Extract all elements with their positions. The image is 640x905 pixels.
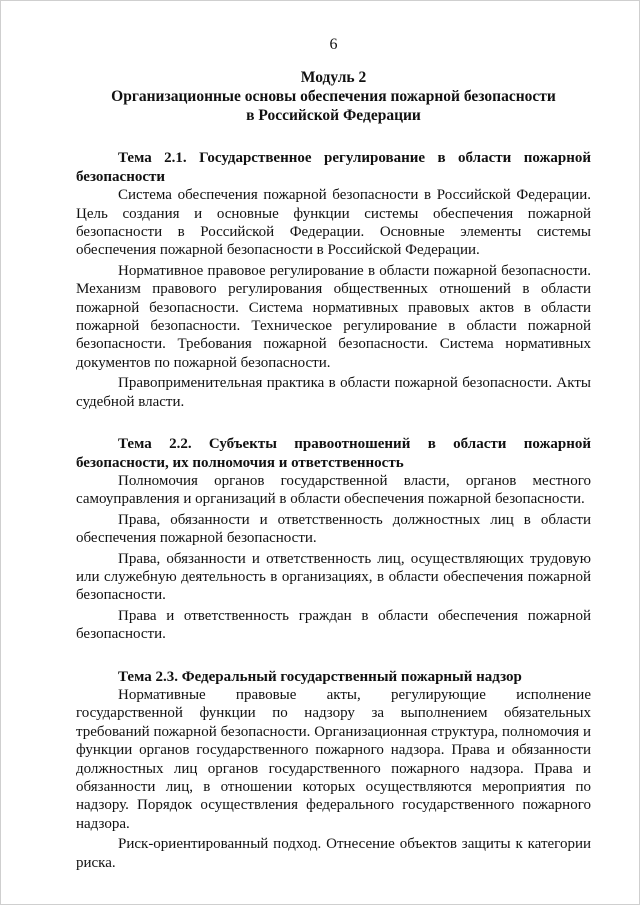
paragraph: Права и ответственность граждан в области обеспечения пожарной безопасности. xyxy=(76,607,591,643)
paragraph: Нормативные правовые акты, регулирующие исполнение государственной функции по надзору за выполнением обязательных требований пожарной безопасности. Организационная структура, полномочия и функции органов государственного пожарного надзора. Права и обязанности должностных лиц органов государственного пожарного надзора. Права и обязанности лиц, в отношении которых осуществляются мероприятия по надзору. Порядок осуществления федерального государственного пожарного надзора. xyxy=(76,686,591,832)
topic-heading: Тема 2.3. Федеральный государственный пожарный надзор xyxy=(118,668,522,685)
paragraph: Система обеспечения пожарной безопасности в Российской Федерации. Цель создания и основные функции системы обеспечения пожарной безопасности в Российской Федерации. Основные элементы системы обеспечения пожарной безопасности в Российской Федерации. xyxy=(76,187,591,259)
paragraph: Права, обязанности и ответственность должностных лиц в области обеспечения пожарной безопасности. xyxy=(76,511,591,547)
topic-2-1 xyxy=(76,149,591,411)
paragraph: Правоприменительная практика в области пожарной безопасности. Акты судебной власти. xyxy=(76,375,591,410)
module-label: Модуль 2 xyxy=(300,69,367,87)
paragraph: Права, обязанности и ответственность лиц, осуществляющих трудовую или служебную деятельность в организациях, в области обеспечения пожарной безопасности. xyxy=(76,550,591,604)
page-number: 6 xyxy=(329,36,338,53)
module-title-line2: в Российской Федерации xyxy=(246,107,421,125)
module-title-line1: Организационные основы обеспечения пожарной безопасности xyxy=(111,88,556,106)
topic-2-3 xyxy=(76,668,591,872)
paragraph: Полномочия органов государственной власти, органов местного самоуправления и организаций в области обеспечения пожарной безопасности. xyxy=(76,472,591,508)
document-page xyxy=(76,36,591,874)
paragraph: Нормативное правовое регулирование в области пожарной безопасности. Механизм правового регулирования общественных отношений в области пожарной безопасности. Система нормативных правовых актов в области пожарной безопасности. Техническое регулирование в области пожарной безопасности. Требования пожарной безопасности. Система нормативных документов по пожарной безопасности. xyxy=(76,262,591,371)
paragraph: Риск-ориентированный подход. Отнесение объектов защиты к категории риска. xyxy=(76,836,591,871)
topic-heading: Тема 2.1. Государственное регулирование в области пожарной безопасности xyxy=(76,150,591,185)
topic-2-2 xyxy=(76,435,591,643)
topic-heading: Тема 2.2. Субъекты правоотношений в области пожарной безопасности, их полномочия и ответственность xyxy=(76,436,591,471)
